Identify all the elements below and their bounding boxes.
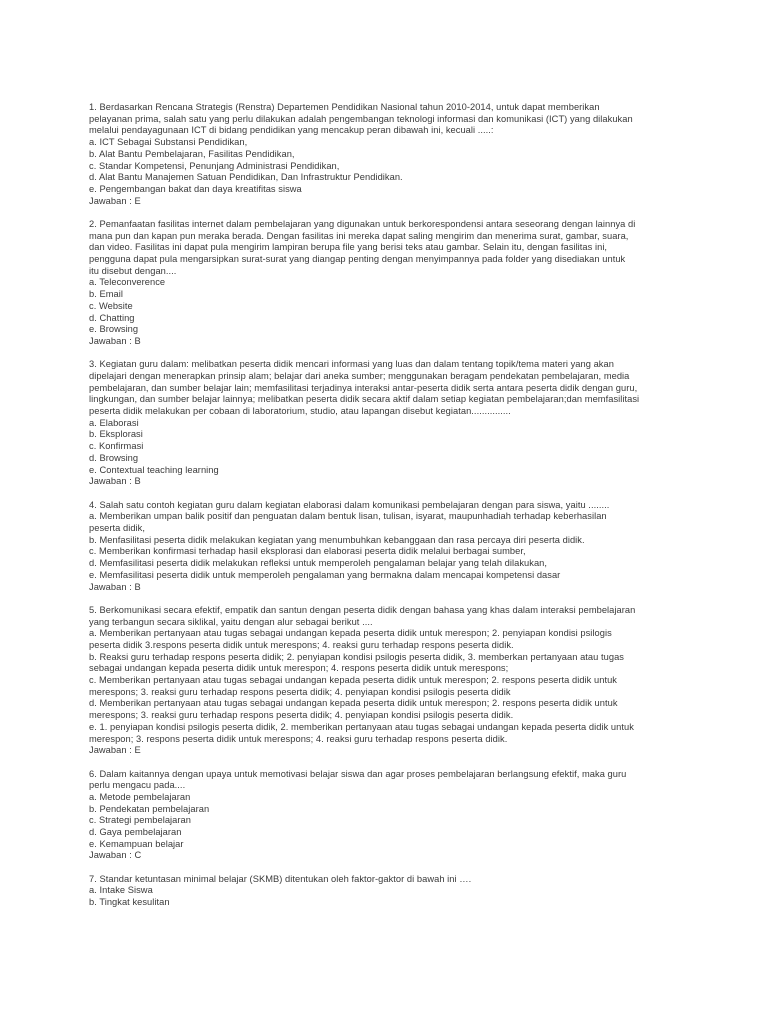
question-line: b. Menfasilitasi peserta didik melakukan kegiatan yang menumbuhkan kebanggaan dan rasa percaya diri peserta didik. xyxy=(89,534,585,545)
question-line: Jawaban : E xyxy=(89,745,141,756)
question-line: d. Alat Bantu Manajemen Satuan Pendidikan, Dan Infrastruktur Pendidikan. xyxy=(89,172,403,183)
question-line: e. Memfasilitasi peserta didik untuk memperoleh pengalaman yang bermakna dalam mencapai kompetensi dasar xyxy=(89,569,561,580)
question-line: d. Browsing xyxy=(89,452,139,463)
question-line: a. Memberikan umpan balik positif dan penguatan dalam bentuk lisan, tulisan, isyarat, maupunhadiah terhadap keberhasilan xyxy=(89,511,607,522)
question-line: 3. Kegiatan guru dalam: melibatkan peserta didik mencari informasi yang luas dan dalam tentang topik/tema materi yang akan xyxy=(89,359,614,370)
question-line: pembelajaran, dan sumber belajar lain; memfasilitasi terjadinya interaksi antar-peserta didik serta antara peserta didik dengan guru, xyxy=(89,382,638,393)
question-line: d. Gaya pembelajaran xyxy=(89,827,182,838)
question-1 xyxy=(89,102,679,207)
question-line: 5. Berkomunikasi secara efektif, empatik dan santun dengan peserta didik dengan bahasa yang khas dalam interaksi pembelajaran xyxy=(89,604,636,615)
question-line: b. Pendekatan pembelajaran xyxy=(89,803,210,814)
question-line: b. Email xyxy=(89,289,123,300)
question-line: d. Memberikan pertanyaan atau tugas sebagai undangan kepada peserta didik untuk merespon; 2. respons peserta didik untuk xyxy=(89,698,618,709)
question-line: c. Strategi pembelajaran xyxy=(89,815,191,826)
question-line: a. Metode pembelajaran xyxy=(89,791,191,802)
question-line: a. Memberikan pertanyaan atau tugas sebagai undangan kepada peserta didik untuk merespon; 2. penyiapan kondisi psilogis xyxy=(89,628,612,639)
question-line: Jawaban : C xyxy=(89,850,142,861)
question-line: a. Teleconverence xyxy=(89,277,166,288)
question-line: merespons; 3. reaksi guru terhadap respons peserta didik; 4. penyiapan kondisi psilogis peserta didik xyxy=(89,686,511,697)
question-line: e. 1. penyiapan kondisi psilogis peserta didik, 2. memberikan pertanyaan atau tugas sebagai undangan kepada peserta didik untuk xyxy=(89,721,634,732)
question-line: perlu mengacu pada.... xyxy=(89,780,186,791)
question-line: sebagai undangan kepada peserta didik untuk merespon; 4. respons peserta didik untuk merespons; xyxy=(89,663,509,674)
question-line: c. Konfirmasi xyxy=(89,441,144,452)
question-3 xyxy=(89,359,679,488)
question-line: c. Memberikan pertanyaan atau tugas sebagai undangan kepada peserta didik untuk merespon; 2. respons peserta didik untuk xyxy=(89,675,617,686)
question-line: a. Elaborasi xyxy=(89,417,139,428)
question-line: itu disebut dengan.... xyxy=(89,265,177,276)
question-line: a. Intake Siswa xyxy=(89,885,153,896)
question-line: e. Browsing xyxy=(89,324,139,335)
question-line: pelayanan prima, salah satu yang perlu dilakukan adalah pengembangan teknologi informasi dan komunikasi (ICT) yang dilakukan xyxy=(89,113,633,124)
question-4 xyxy=(89,500,679,594)
question-line: peserta didik 3.respons peserta didik untuk merespons; 4. reaksi guru terhadap respons peserta didik. xyxy=(89,639,514,650)
question-line: 4. Salah satu contoh kegiatan guru dalam kegiatan elaborasi dalam komunikasi pembelajaran dengan para siswa, yaitu ........ xyxy=(89,499,610,510)
question-line: c. Standar Kompetensi, Penunjang Administrasi Pendidikan, xyxy=(89,160,340,171)
question-line: mana pun dan kapan pun meraka berada. Dengan fasilitas ini mereka dapat saling mengirim dan menerima surat, gambar, suara, xyxy=(89,230,629,241)
question-line: Jawaban : B xyxy=(89,335,141,346)
question-line: b. Reaksi guru terhadap respons peserta didik; 2. penyiapan kondisi psilogis peserta didik, 3. memberkan pertanyaan atau tugas xyxy=(89,651,624,662)
question-line: Jawaban : B xyxy=(89,581,141,592)
question-5 xyxy=(89,605,679,757)
question-line: lingkungan, dan sumber belajar lainnya; melibatkan peserta didik secara aktif dalam setiap kegiatan pembelajaran;dan memfasilitasi xyxy=(89,394,640,405)
question-line: Jawaban : B xyxy=(89,476,141,487)
question-line: dan video. Fasilitas ini dapat pula mengirim lampiran berupa file yang berisi teks atau gambar. Selain itu, dengan fasilitas ini, xyxy=(89,242,608,253)
question-line: a. ICT Sebagai Substansi Pendidikan, xyxy=(89,137,248,148)
question-7 xyxy=(89,874,679,909)
question-line: e. Contextual teaching learning xyxy=(89,464,219,475)
question-line: b. Eksplorasi xyxy=(89,429,143,440)
question-line: dipelajari dengan menerapkan prinsip alam; belajar dari aneka sumber; menggunakan beragam pendekatan pembelajaran, media xyxy=(89,370,630,381)
question-line: b. Alat Bantu Pembelajaran, Fasilitas Pendidikan, xyxy=(89,148,295,159)
question-line: e. Pengembangan bakat dan daya kreatifitas siswa xyxy=(89,183,302,194)
question-line: c. Website xyxy=(89,300,133,311)
question-line: d. Memfasilitasi peserta didik melakukan refleksi untuk memperoleh pengalaman belajar yang telah dilakukan, xyxy=(89,558,548,569)
question-line: merespon; 3. respons peserta didik untuk merespons; 4. reaksi guru terhadap respons peserta didik. xyxy=(89,733,508,744)
question-line: peserta didik, xyxy=(89,522,145,533)
question-line: 6. Dalam kaitannya dengan upaya untuk memotivasi belajar siswa dan agar proses pembelajaran berlangsung efektif, maka guru xyxy=(89,768,627,779)
question-line: 1. Berdasarkan Rencana Strategis (Renstra) Departemen Pendidikan Nasional tahun 2010-2014, untuk dapat memberikan xyxy=(89,102,600,112)
question-line: yang terbangun secara siklikal, yaitu dengan alur sebagai berikut .... xyxy=(89,616,373,627)
question-line: peserta didik melakukan per cobaan di laboratorium, studio, atau lapangan disebut kegiatan............... xyxy=(89,406,511,417)
question-2 xyxy=(89,219,679,348)
question-line: 7. Standar ketuntasan minimal belajar (SKMB) ditentukan oleh faktor-gaktor di bawah ini …. xyxy=(89,873,472,884)
question-line: 2. Pemanfaatan fasilitas internet dalam pembelajaran yang digunakan untuk berkorespondensi antara seseorang dengan lainnya di xyxy=(89,218,636,229)
question-line: merespons; 3. reaksi guru terhadap respons peserta didik; 4. penyiapan kondisi psilogis peserta didik. xyxy=(89,710,514,721)
question-line: b. Tingkat kesulitan xyxy=(89,897,170,908)
question-line: melalui pendayagunaan ICT di bidang pendidikan yang mencakup peran dibawah ini, kecuali .....: xyxy=(89,125,494,136)
question-line: e. Kemampuan belajar xyxy=(89,838,184,849)
document-page xyxy=(89,102,679,920)
question-line: pengguna dapat pula mengarsipkan surat-surat yang diangap penting dengan menyimpannya pada folder yang disediakan untuk xyxy=(89,254,626,265)
question-line: Jawaban : E xyxy=(89,195,141,206)
question-line: c. Memberikan konfirmasi terhadap hasil eksplorasi dan elaborasi peserta didik melalui berbagai sumber, xyxy=(89,546,526,557)
question-line: d. Chatting xyxy=(89,312,135,323)
question-6 xyxy=(89,769,679,863)
